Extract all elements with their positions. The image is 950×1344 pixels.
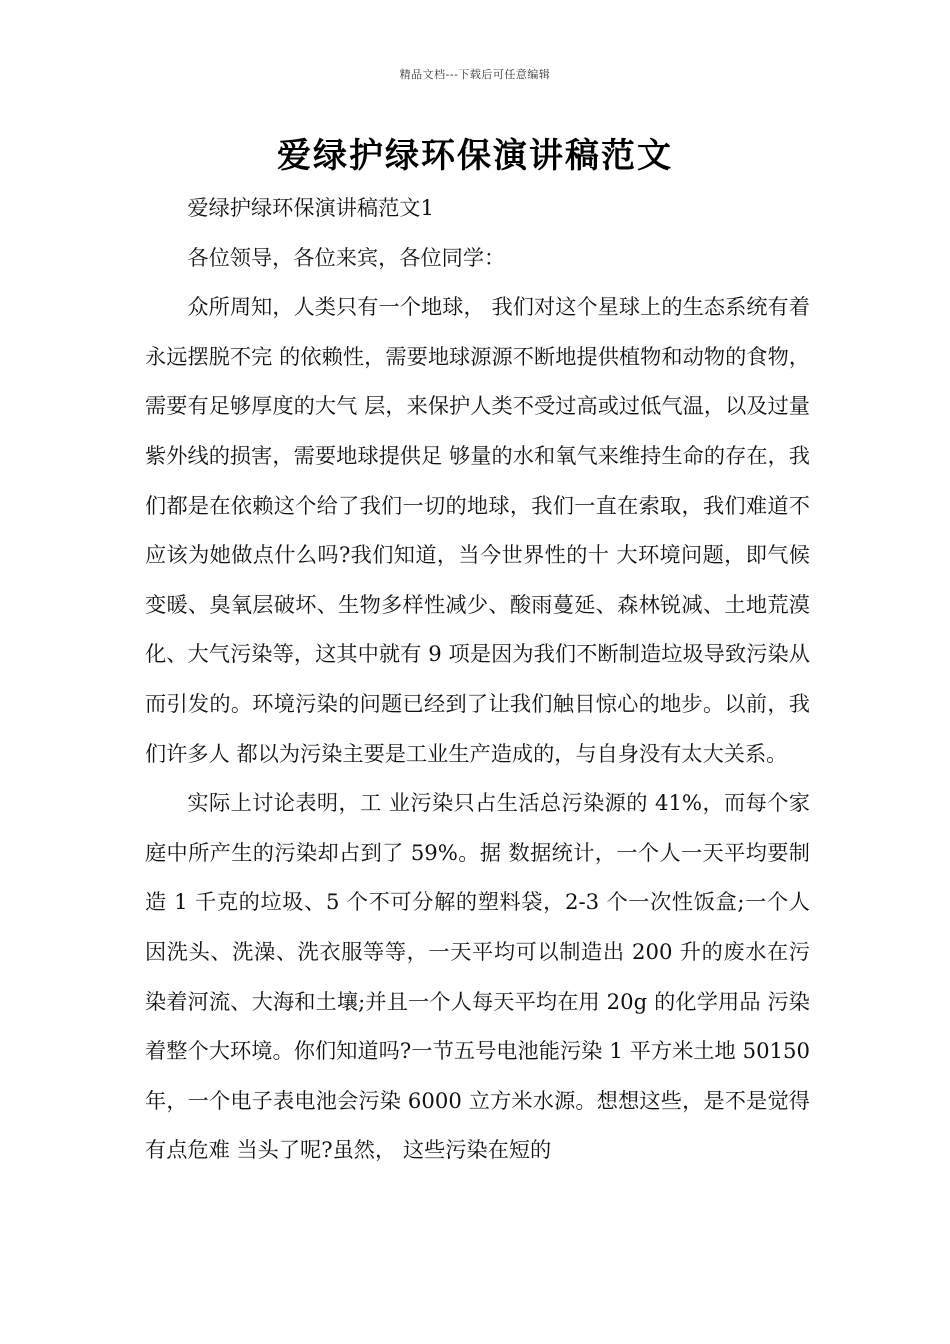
document-body: [145, 183, 810, 1175]
subtitle-paragraph: 爱绿护绿环保演讲稿范文1: [187, 195, 434, 220]
body-paragraph: 实际上讨论表明，工 业污染只占生活总污染源的 41%，而每个家庭中所产生的污染却占到了 59%。据 数据统计，一个人一天平均要制造 1 千克的垃圾、5 个不可分解的塑料袋，2-3 个一次性饭盒;一个人因洗头、洗澡、洗衣服等等，一天平均可以制造出 200 升的废水在污染着河流、大海和土壤;并且一个人每天平均在用 20g 的化学用品 污染着整个大环境。你们知道吗?一节五号电池能污染 1 平方米土地 50150 年，一个电子表电池会污染 6000 立方米水源。想想这些，是不是觉得有点危难 当头了呢?虽然， 这些污染在短的: [145, 790, 810, 1163]
header-note: 精品文档---下载后可任意编辑: [399, 68, 551, 81]
document-title: 爱绿护绿环保演讲稿范文: [277, 136, 673, 176]
body-paragraph: 众所周知，人类只有一个地球， 我们对这个星球上的生态系统有着永远摆脱不完 的依赖性，需要地球源源不断地提供植物和动物的食物，需要有足够厚度的大气 层，来保护人类不受过高或过低气温，以及过量紫外线的损害，需要地球提供足 够量的水和氧气来维持生命的存在，我们都是在依赖这个给了我们一切的地球，我们一直在索取，我们难道不应该为她做点什么吗?我们知道，当今世界性的十 大环境问题，即气候变暖、臭氧层破坏、生物多样性减少、酸雨蔓延、森林锐减、土地荒漠化、大气污染等，这其中就有 9 项是因为我们不断制造垃圾导致污染从 而引发的。环境污染的问题已经到了让我们触目惊心的地步。以前，我们许多人 都以为污染主要是工业生产造成的，与自身没有太大关系。: [145, 294, 810, 766]
salutation-paragraph: 各位领导，各位来宾，各位同学：: [187, 244, 506, 270]
